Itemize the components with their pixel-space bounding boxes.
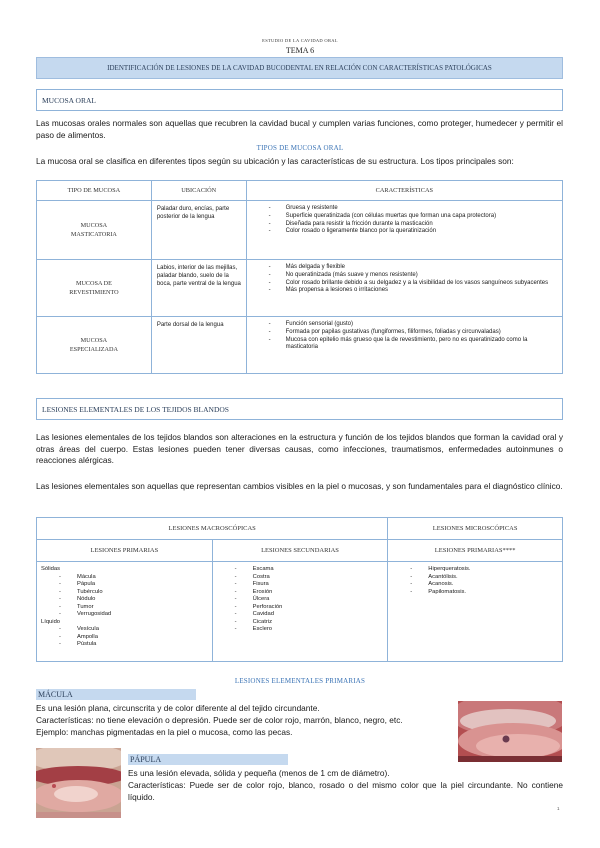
primarias-header: LESIONES PRIMARIAS xyxy=(37,540,213,562)
list-item: - Diseñada para resistir la fricción durante la masticación xyxy=(269,221,556,229)
mucosa-intro: Las mucosas orales normales son aquellas que recubren la cavidad bucal y cumplen varias funciones, como proteger, humedecer y permitir el paso de alimentos. xyxy=(36,118,563,140)
list-item: - Más delgada y flexible xyxy=(269,264,556,272)
macro-header: LESIONES MACROSCÓPICAS xyxy=(37,518,388,540)
caracteristicas-cell xyxy=(246,201,562,260)
list-item: - Gruesa y resistente xyxy=(269,205,556,213)
caracteristicas-cell xyxy=(246,260,562,317)
list-item: - Fisura xyxy=(234,581,269,587)
tipo-name-line2: MASTICATORIA xyxy=(70,231,117,238)
tipo-name-line2: REVESTIMIENTO xyxy=(69,289,119,296)
list-item: - Erosión xyxy=(234,588,273,595)
list-item: - Tumor xyxy=(59,603,94,610)
tipo-name-line1: MUCOSA xyxy=(80,222,108,229)
micro-header: LESIONES MICROSCÓPICAS xyxy=(388,518,563,540)
tema-title: TEMA 6 xyxy=(285,46,315,55)
table-row xyxy=(37,317,563,374)
ubicacion-cell: Paladar duro, encías, parte posterior de la lengua xyxy=(151,201,246,260)
list-item: - Acanosis. xyxy=(410,581,454,587)
tipo-cell xyxy=(37,260,152,317)
main-banner xyxy=(36,57,563,79)
subhead-tipos: TIPOS DE MUCOSA ORAL xyxy=(256,144,344,152)
tipo-cell xyxy=(37,317,152,374)
list-item: - Úlcera xyxy=(234,596,270,602)
list-item: - Color rosado o ligeramente blanco por la queratinización xyxy=(269,228,556,236)
lesiones-para1: Las lesiones elementales de los tejidos blandos son alteraciones en la estructura y función de los tejidos blandos que forman la cavidad oral y otras áreas del cuerpo. Estas lesiones pueden tener diversas causas, como infecciones, traumatismos, enfermedades autoinmunes o reacciones alérgicas. xyxy=(36,432,563,465)
papula-title: PÁPULA xyxy=(128,754,288,765)
list-item: - Esclero xyxy=(234,626,272,632)
section-title: LESIONES ELEMENTALES DE LOS TEJIDOS BLANDOS xyxy=(42,404,229,414)
banner-text: IDENTIFICACIÓN DE LESIONES DE LA CAVIDAD BUCODENTAL EN RELACIÓN CON CARACTERÍSTICAS PATOLÓGICAS xyxy=(107,64,492,72)
macula-title: MÁCULA xyxy=(36,689,196,700)
list-item: - No queratinizada (más suave y menos resistente) xyxy=(269,272,556,280)
list-item: - Función sensorial (gusto) xyxy=(269,321,556,329)
list-item: - Vesícula xyxy=(59,626,99,632)
micro-cell xyxy=(388,562,563,662)
papula-text xyxy=(128,767,563,803)
macula-line2: Características: no tiene elevación o depresión. Puede ser de color rojo, marrón, blanco, negro, etc. xyxy=(36,715,403,725)
list-item: - Cicatriz xyxy=(234,618,272,625)
lesiones-table xyxy=(36,517,563,662)
liquido-label: Líquido xyxy=(41,618,61,625)
list-item: - Perforación xyxy=(234,603,283,610)
lip-macula-image xyxy=(458,701,562,762)
table-row xyxy=(37,201,563,260)
section-mucosa-oral xyxy=(36,89,563,111)
list-item: - Más propensa a lesiones o irritaciones xyxy=(269,287,556,295)
secundarias-header: LESIONES SECUNDARIAS xyxy=(212,540,388,562)
lip-papula-image xyxy=(36,748,121,818)
list-item: - Cavidad xyxy=(234,611,274,617)
tipo-name-line1: MUCOSA xyxy=(80,337,108,344)
primarias-micro-header: LESIONES PRIMARIAS**** xyxy=(388,540,563,562)
page-number: 1 xyxy=(557,806,560,811)
list-item: - Escama xyxy=(234,566,274,572)
tipos-mucosa-table xyxy=(36,180,563,374)
caracteristicas-cell xyxy=(246,317,562,374)
macula-line1: Es una lesión plana, circunscrita y de color diferente al del tejido circundante. xyxy=(36,703,320,713)
subhead-primarias: LESIONES ELEMENTALES PRIMARIAS xyxy=(234,677,366,685)
list-item: - Pústula xyxy=(59,641,97,647)
list-item: - Hiperqueratosis. xyxy=(410,566,471,572)
ubicacion-cell: Parte dorsal de la lengua xyxy=(151,317,246,374)
macula-line3: Ejemplo: manchas pigmentadas en la piel o mucosa, como las pecas. xyxy=(36,727,293,737)
list-item: - Color rosado brillante debido a su delgadez y a la visibilidad de los vasos sanguíneos subyacentes xyxy=(269,280,556,288)
list-item: - Costra xyxy=(234,573,270,580)
tipo-name-line2: ESPECIALIZADA xyxy=(69,346,118,353)
list-item: - Nódulo xyxy=(59,596,96,602)
header-tipo: TIPO DE MUCOSA xyxy=(37,181,152,201)
ubicacion-cell: Labios, interior de las mejillas, paladar blando, suelo de la boca, parte ventral de la lengua xyxy=(151,260,246,317)
header-ubicacion: UBICACIÓN xyxy=(151,181,246,201)
section-title: MUCOSA ORAL xyxy=(42,95,96,105)
mucosa-classification: La mucosa oral se clasifica en diferentes tipos según su ubicación y las características de su estructura. Los tipos principales son: xyxy=(36,156,514,166)
primarias-cell xyxy=(37,562,213,662)
list-item: - Acantólisis. xyxy=(410,573,458,580)
list-item: - Tubérculo xyxy=(59,588,103,595)
secundarias-cell xyxy=(212,562,388,662)
papula-photo xyxy=(36,748,121,818)
list-item: - Papilomatosis. xyxy=(410,588,466,595)
papula-line2: Características: Puede ser de color rojo, blanco, rosado o del mismo color que la piel circundante. No contiene líquido. xyxy=(128,780,563,802)
papula-line1: Es una lesión elevada, sólida y pequeña (menos de 1 cm de diámetro). xyxy=(128,768,390,778)
macula-text xyxy=(36,702,456,738)
table-row xyxy=(37,260,563,317)
macula-photo xyxy=(458,701,562,762)
list-item: - Ampolla xyxy=(59,633,98,640)
solidas-label: Sólidas xyxy=(41,566,61,572)
list-item: - Superficie queratinizada (con células muertas que forman una capa protectora) xyxy=(269,213,556,221)
list-item: - Mucosa con epitelio más grueso que la de revestimiento, pero no es queratinizado como la masticatoria xyxy=(269,337,556,353)
list-item: - Mácula xyxy=(59,573,96,580)
list-item: - Pápula xyxy=(59,581,96,587)
tipo-name-line1: MUCOSA DE xyxy=(75,280,112,287)
tipo-cell xyxy=(37,201,152,260)
section-lesiones xyxy=(36,398,563,420)
list-item: - Formada por papilas gustativas (fungiformes, filiformes, foliadas y circunvaladas) xyxy=(269,329,556,337)
lesiones-para2: Las lesiones elementales son aquellas que representan cambios visibles en la piel o mucosas, y son fundamentales para el diagnóstico clínico. xyxy=(36,481,563,491)
header-caracteristicas: CARACTERÍSTICAS xyxy=(246,181,562,201)
list-item: - Verrugosidad xyxy=(59,611,112,617)
top-note: ESTUDIO DE LA CAVIDAD ORAL xyxy=(262,38,338,43)
